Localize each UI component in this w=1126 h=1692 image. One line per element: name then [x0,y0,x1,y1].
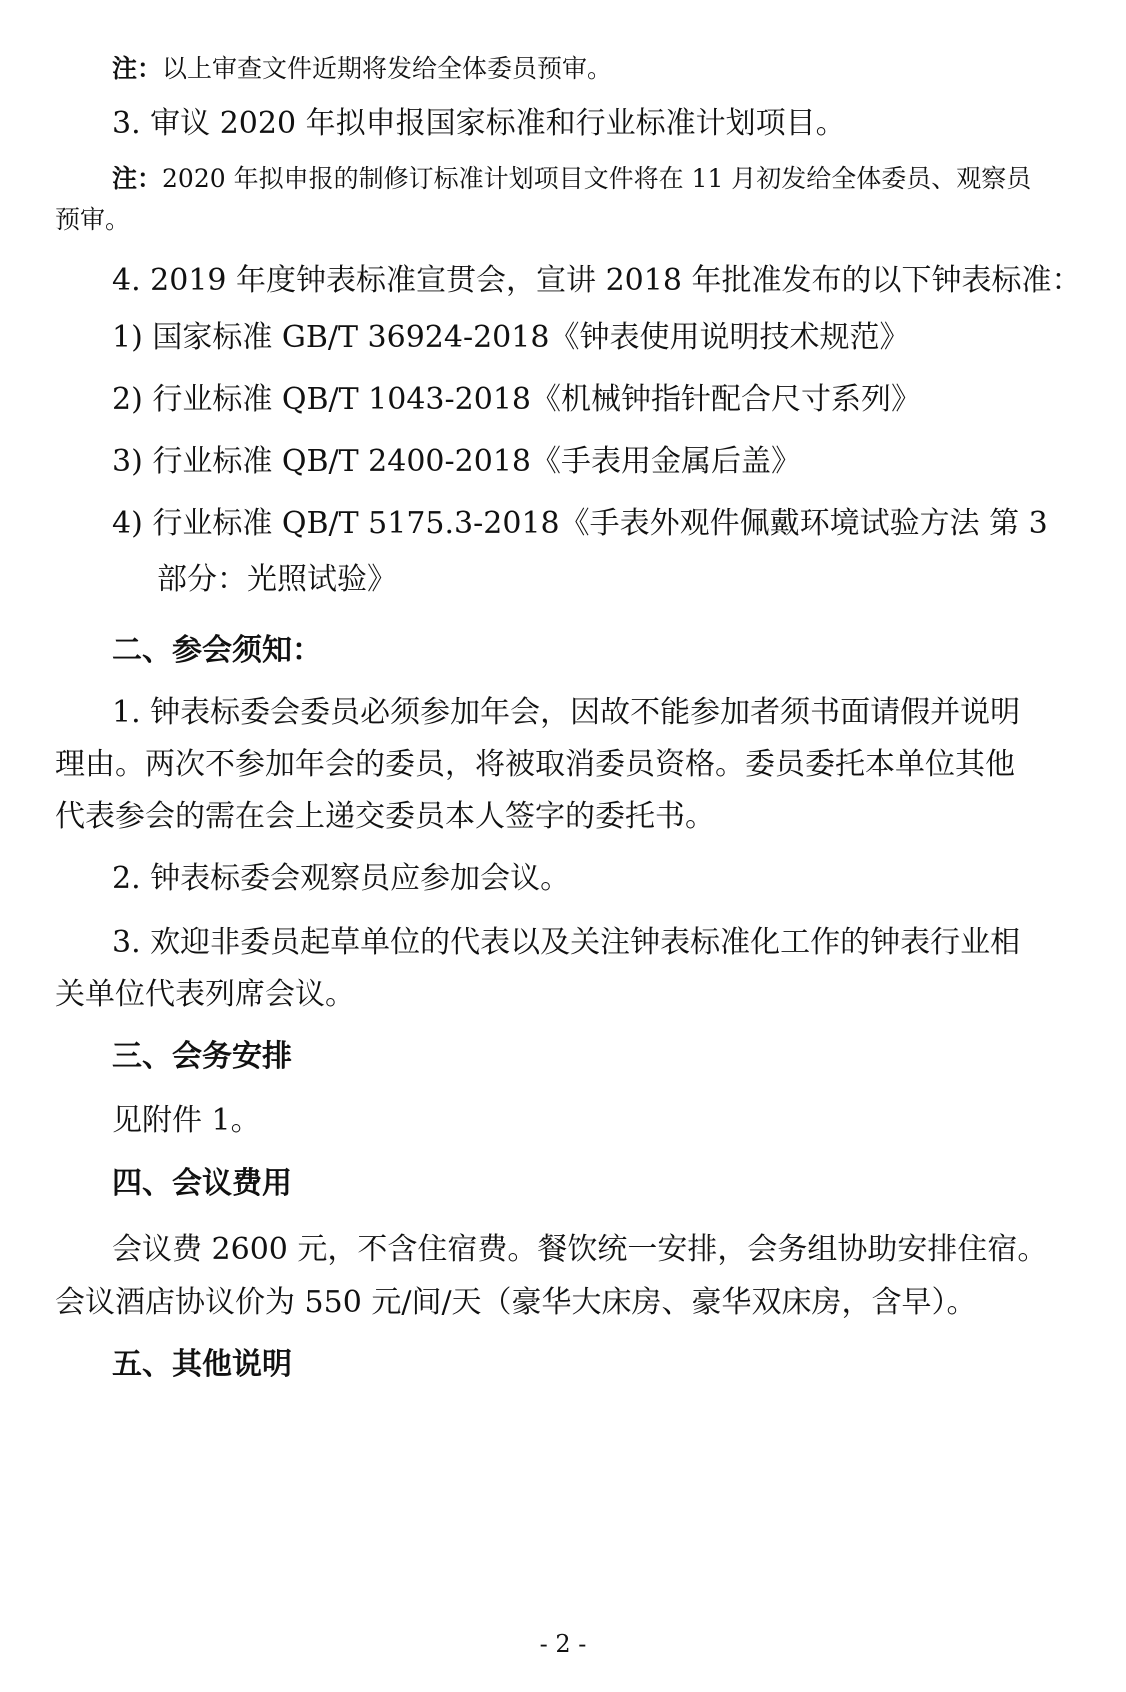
section-3-text: 见附件 1。 [112,1103,261,1138]
section-4-line-2: 会议酒店协议价为 550 元/间/天（豪华大床房、豪华双床房，含早）。 [55,1285,977,1320]
note-2-label: 注： [112,164,163,193]
standard-item-1: 1) 国家标准 GB/T 36924-2018《钟表使用说明技术规范》 [112,320,910,355]
note-1-label: 注： [112,54,163,83]
section-2-para-2: 2. 钟表标委会观察员应参加会议。 [112,861,571,896]
note-2-line-2: 预审。 [55,205,131,234]
section-2-para-3-line-2: 关单位代表列席会议。 [55,977,355,1012]
page-number: - 2 - [539,1630,587,1658]
section-2-para-3-line-1: 3. 欢迎非委员起草单位的代表以及关注钟表标准化工作的钟表行业相 [112,925,1021,960]
item-4: 4. 2019 年度钟表标准宣贯会，宣讲 2018 年批准发布的以下钟表标准： [112,263,1082,298]
section-5-heading: 五、其他说明 [112,1347,292,1382]
section-2-heading: 二、参会须知： [112,633,322,668]
section-4-heading: 四、会议费用 [112,1166,292,1201]
note-2-line-1 [112,162,1031,196]
standard-item-4-line-2: 部分：光照试验》 [157,562,397,597]
note-1-text: 以上审查文件近期将发给全体委员预审。 [162,54,613,83]
standard-item-2: 2) 行业标准 QB/T 1043-2018《机械钟指针配合尺寸系列》 [112,382,921,417]
section-2-para-1-line-3: 代表参会的需在会上递交委员本人签字的委托书。 [55,799,715,834]
item-3: 3. 审议 2020 年拟申报国家标准和行业标准计划项目。 [112,106,846,141]
section-2-para-1-line-1: 1. 钟表标委会委员必须参加年会，因故不能参加者须书面请假并说明 [112,695,1021,730]
section-3-heading: 三、会务安排 [112,1039,292,1074]
section-2-para-1-line-2: 理由。两次不参加年会的委员，将被取消委员资格。委员委托本单位其他 [55,747,1015,782]
standard-item-3: 3) 行业标准 QB/T 2400-2018《手表用金属后盖》 [112,444,801,479]
section-4-line-1: 会议费 2600 元，不含住宿费。餐饮统一安排，会务组协助安排住宿。 [112,1232,1048,1267]
note-1 [112,52,612,86]
standard-item-4-line-1: 4) 行业标准 QB/T 5175.3-2018《手表外观件佩戴环境试验方法 第 3 [112,506,1048,541]
note-2-text: 2020 年拟申报的制修订标准计划项目文件将在 11 月初发给全体委员、观察员 [162,164,1032,193]
